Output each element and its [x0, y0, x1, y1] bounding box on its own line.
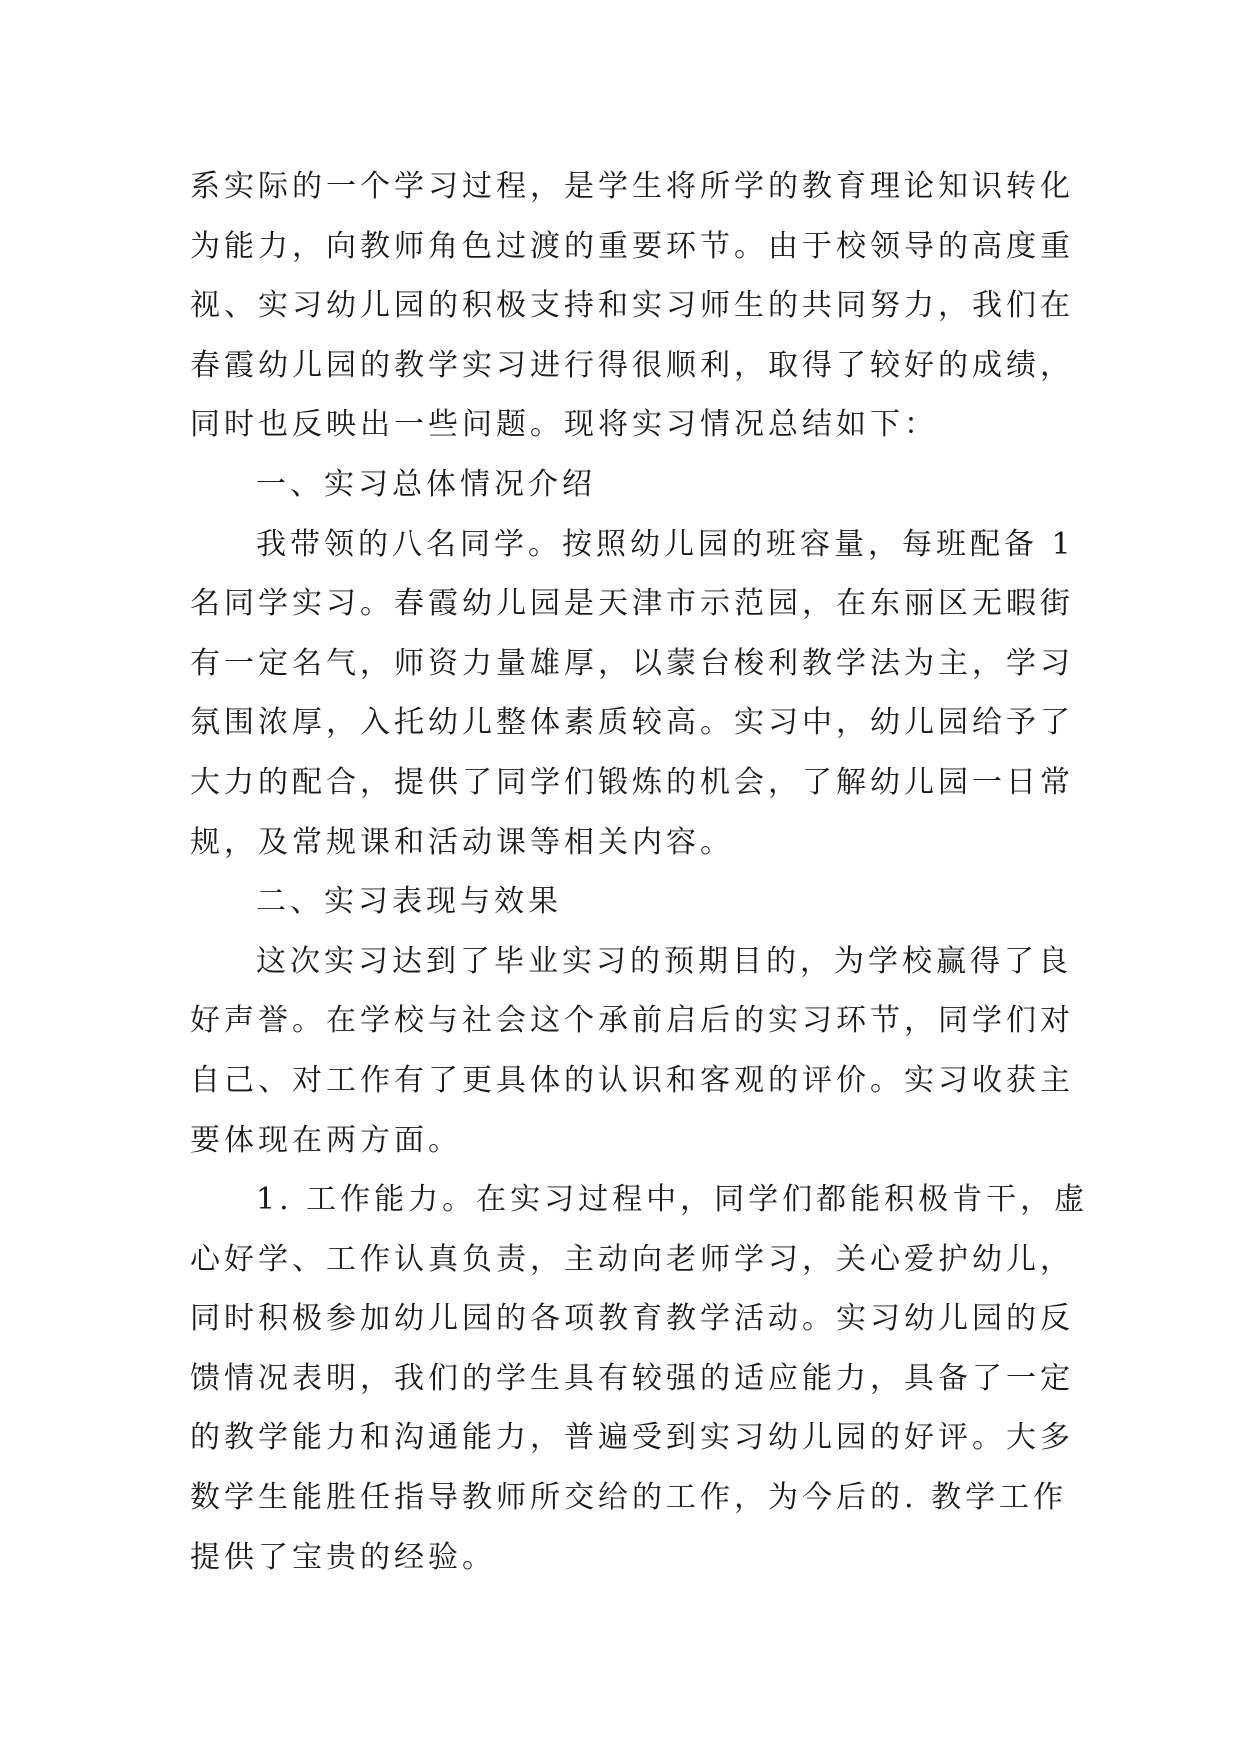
- section-heading: 一、实习总体情况介绍: [256, 466, 596, 502]
- text-line: 为能力，向教师角色过渡的重要环节。由于校领导的高度重: [190, 228, 1074, 264]
- document-body: [190, 157, 1089, 1587]
- text-line: 要体现在两方面。: [190, 1122, 462, 1158]
- text-line: 好声誉。在学校与社会这个承前启后的实习环节，同学们对: [190, 1003, 1074, 1039]
- text-line: 规，及常规课和活动课等相关内容。: [190, 824, 734, 860]
- text-line: 大力的配合，提供了同学们锻炼的机会，了解幼儿园一日常: [190, 764, 1074, 800]
- text-line: 同时也反映出一些问题。现将实习情况总结如下：: [190, 407, 938, 443]
- text-line: 氛围浓厚，入托幼儿整体素质较高。实习中，幼儿园给予了: [190, 705, 1074, 741]
- text-line: 提供了宝贵的经验。: [190, 1539, 496, 1575]
- text-line: 名同学实习。春霞幼儿园是天津市示范园，在东丽区无暇街: [190, 586, 1074, 622]
- text-line: 系实际的一个学习过程，是学生将所学的教育理论知识转化: [190, 169, 1074, 204]
- section-heading: 二、实习表现与效果: [256, 884, 562, 920]
- text-line: 春霞幼儿园的教学实习进行得很顺利，取得了较好的成绩，: [190, 347, 1074, 383]
- text-line: 馈情况表明，我们的学生具有较强的适应能力，具备了一定: [190, 1360, 1074, 1396]
- text-line: 数学生能胜任指导教师所交给的工作，为今后的. 教学工作: [190, 1480, 1068, 1516]
- text-line: 有一定名气，师资力量雄厚，以蒙台梭利教学法为主，学习: [190, 645, 1074, 681]
- text-line: 视、实习幼儿园的积极支持和实习师生的共同努力，我们在: [190, 288, 1074, 324]
- text-line: 的教学能力和沟通能力，普遍受到实习幼儿园的好评。大多: [190, 1420, 1074, 1456]
- paragraph-start-line: 我带领的八名同学。按照幼儿园的班容量，每班配备 1: [256, 526, 1075, 562]
- text-line: 自己、对工作有了更具体的认识和客观的评价。实习收获主: [190, 1062, 1074, 1098]
- text-line: 同时积极参加幼儿园的各项教育教学活动。实习幼儿园的反: [190, 1301, 1074, 1337]
- text-line: 心好学、工作认真负责，主动向老师学习，关心爱护幼儿，: [190, 1241, 1074, 1277]
- paragraph-start-line: 这次实习达到了毕业实习的预期目的，为学校赢得了良: [256, 943, 1072, 979]
- paragraph-start-line: 1. 工作能力。在实习过程中，同学们都能积极肯干，虚: [256, 1182, 1089, 1218]
